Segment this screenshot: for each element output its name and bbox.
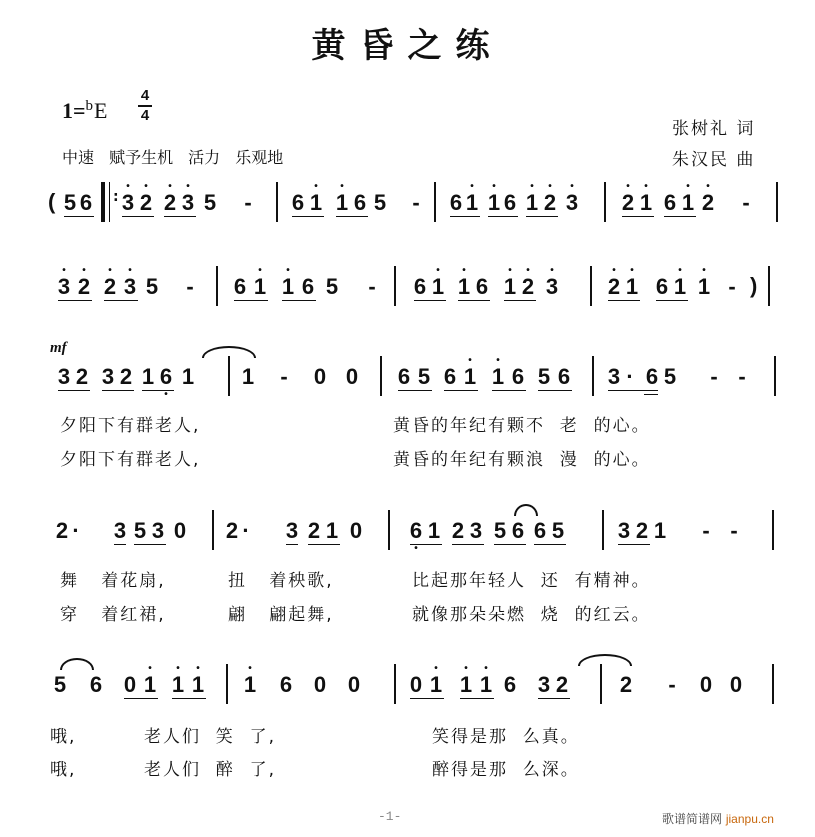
barline (604, 182, 606, 222)
note: 3 (617, 518, 631, 543)
note: 6 (291, 190, 305, 215)
beam (644, 394, 658, 395)
beam (526, 216, 558, 217)
note: 2 • (77, 265, 91, 299)
note: 3 (151, 518, 165, 543)
note: 1 (325, 518, 339, 543)
lyric-line: 老人们 笑 了, (144, 727, 277, 747)
note: 1 • (479, 663, 493, 697)
note: 6 (663, 190, 677, 215)
dot: · (72, 518, 80, 543)
beam (58, 390, 90, 391)
open-paren: ( (48, 189, 56, 214)
note: 6 (449, 190, 463, 215)
note: 6 (89, 672, 103, 697)
lyric-line: 扭 着秧歌, (228, 571, 334, 591)
note: 5 (417, 364, 431, 389)
dash: - (702, 518, 710, 543)
beam (492, 390, 526, 391)
beam (124, 698, 158, 699)
lyric-line: 哦, (50, 727, 77, 747)
dash: - (244, 190, 252, 215)
music-system-3 (44, 356, 784, 400)
beam (504, 300, 536, 301)
dash: - (738, 364, 746, 389)
note: 3 (469, 518, 483, 543)
note: 3 • (545, 265, 559, 299)
dash: - (412, 190, 420, 215)
watermark-cn: 歌谱简谱网 (662, 812, 723, 826)
beam (444, 390, 478, 391)
lyric-line: 笑得是那 么真。 (432, 727, 580, 747)
key-signature (62, 98, 108, 124)
beam (494, 544, 526, 545)
note: 5 (373, 190, 387, 215)
note: 1 • (309, 181, 323, 215)
note: 5 (663, 364, 677, 389)
beam (234, 300, 268, 301)
lyric-line: 舞 着花扇, (60, 571, 166, 591)
note: 1 • (491, 355, 505, 389)
dash: - (668, 672, 676, 697)
note: 1 (653, 518, 667, 543)
lyric-line: 夕阳下有群老人, (60, 450, 201, 470)
barline (772, 510, 774, 550)
barline (388, 510, 390, 550)
barline (226, 664, 228, 704)
barline (434, 182, 436, 222)
rest: 0 (123, 672, 137, 697)
beam (336, 216, 368, 217)
note: 6 (557, 364, 571, 389)
note: 2 (225, 518, 239, 543)
note: 3 (101, 364, 115, 389)
barline (592, 356, 594, 396)
lyric-line: 穿 着红裙, (60, 605, 166, 625)
beam (286, 544, 298, 545)
note: 3 • (181, 181, 195, 215)
lyric-line: 哦, (50, 760, 77, 780)
lyric-line: 夕阳下有群老人, (60, 416, 201, 436)
note: 1 • (335, 181, 349, 215)
beam (142, 390, 174, 391)
beam (534, 544, 566, 545)
note: 3 • (565, 181, 579, 215)
note: 1 • (625, 265, 639, 299)
beam (64, 216, 94, 217)
note: 1 • (281, 265, 295, 299)
note: 1 • (143, 663, 157, 697)
beam (458, 300, 490, 301)
note: 5 (63, 190, 77, 215)
tempo-marking: 中速 赋予生机 活力 乐观地 (62, 148, 284, 167)
dot: · (242, 518, 250, 543)
note: 1 (427, 518, 441, 543)
barline (774, 356, 776, 396)
note: 6 (503, 190, 517, 215)
barline (380, 356, 382, 396)
time-top: 4 (140, 87, 150, 104)
barline (776, 182, 778, 222)
beam (104, 300, 138, 301)
note: 2 (619, 672, 633, 697)
beam (134, 544, 166, 545)
barline (600, 664, 602, 704)
lyric-line: 黄昏的年纪有颗不 老 的心。 (393, 416, 651, 436)
note: 3 (607, 364, 621, 389)
note: 6 (279, 672, 293, 697)
dash: - (728, 274, 736, 299)
dynamic-mf: mf (50, 340, 67, 356)
lyric-line: 老人们 醉 了, (144, 760, 277, 780)
note: 1 (241, 364, 255, 389)
note: 5 (551, 518, 565, 543)
note: 2 (451, 518, 465, 543)
note: 1 • (253, 265, 267, 299)
key-prefix: 1= (62, 98, 86, 123)
beam (398, 390, 432, 391)
note: 6 (511, 518, 525, 543)
note: 1 (181, 364, 195, 389)
note: 6 • (159, 364, 173, 400)
lyric-line: 比起那年轻人 还 有精神。 (412, 571, 651, 591)
note: 1 • (639, 181, 653, 215)
barline (276, 182, 278, 222)
note: 1 • (465, 181, 479, 215)
beam (608, 300, 640, 301)
beam (622, 216, 654, 217)
note: 5 (537, 364, 551, 389)
beam (122, 216, 154, 217)
note: 5 (133, 518, 147, 543)
note: 1 • (431, 265, 445, 299)
note: 2 • (139, 181, 153, 215)
beam (488, 216, 518, 217)
lyric-line: 黄昏的年纪有颗浪 漫 的心。 (393, 450, 651, 470)
note: 6 (301, 274, 315, 299)
music-system-1 (44, 182, 784, 226)
beam (608, 390, 658, 391)
dash: - (368, 274, 376, 299)
repeat-dots: : (113, 189, 119, 205)
note: 2 (635, 518, 649, 543)
rest: 0 (173, 518, 187, 543)
note: 6 (413, 274, 427, 299)
rest: 0 (699, 672, 713, 697)
rest: 0 (347, 672, 361, 697)
rest: 0 (729, 672, 743, 697)
note: 6 (655, 274, 669, 299)
note: 2 • (607, 265, 621, 299)
watermark-site: jianpu.cn (725, 812, 774, 826)
barline (768, 266, 770, 306)
dash: - (710, 364, 718, 389)
note: 2 • (163, 181, 177, 215)
lyric-line: 就像那朵朵燃 烧 的红云。 (412, 605, 651, 625)
note: 3 (285, 518, 299, 543)
note: 6 (79, 190, 93, 215)
note: 1 • (697, 265, 711, 299)
beam (450, 216, 480, 217)
note: 2 • (521, 265, 535, 299)
note: 1 • (459, 663, 473, 697)
note: 1 • (457, 265, 471, 299)
music-system-4 (44, 510, 784, 554)
beam (538, 698, 570, 699)
note: 2 • (621, 181, 635, 215)
note: 6 (397, 364, 411, 389)
note: 3 (57, 364, 71, 389)
note: 5 (145, 274, 159, 299)
rest: 0 (345, 364, 359, 389)
close-paren: ) (750, 273, 758, 298)
key-note: E (94, 98, 108, 123)
lyricist-credit: 张树礼 词 (672, 119, 756, 139)
note: 6 (511, 364, 525, 389)
note: 2 (119, 364, 133, 389)
beam (292, 216, 324, 217)
note: 1 (141, 364, 155, 389)
note: 1 • (681, 181, 695, 215)
barline (772, 664, 774, 704)
note: 2 • (701, 181, 715, 215)
rest: 0 (313, 364, 327, 389)
note: 1 • (487, 181, 501, 215)
note: 5 (325, 274, 339, 299)
note: 5 (493, 518, 507, 543)
beam (114, 544, 126, 545)
note: 3 • (123, 265, 137, 299)
note: 1 • (429, 663, 443, 697)
note: 2 • (103, 265, 117, 299)
beam (164, 216, 196, 217)
note: 6 (443, 364, 457, 389)
beam (410, 698, 444, 699)
beam (452, 544, 484, 545)
note: 3 (537, 672, 551, 697)
music-system-2 (44, 266, 784, 310)
note: 1 • (191, 663, 205, 697)
beam (414, 300, 446, 301)
note: 3 • (57, 265, 71, 299)
watermark (662, 810, 774, 827)
beam (58, 300, 92, 301)
lyric-line: 翩 翩起舞, (228, 605, 334, 625)
song-title: 黄昏之练 (311, 26, 504, 66)
note: 6 (233, 274, 247, 299)
note: 5 (203, 190, 217, 215)
note: 2 (555, 672, 569, 697)
time-signature (138, 88, 152, 124)
note: 2 (75, 364, 89, 389)
note: 1 • (171, 663, 185, 697)
dash: - (280, 364, 288, 389)
dash: - (186, 274, 194, 299)
tie (60, 658, 94, 670)
lyric-line: 醉得是那 么深。 (432, 760, 580, 780)
dot: · (626, 364, 634, 389)
tie (514, 504, 538, 516)
beam (618, 544, 650, 545)
beam (538, 390, 572, 391)
note: 2 (55, 518, 69, 543)
barline (212, 510, 214, 550)
time-bottom: 4 (140, 107, 150, 124)
music-system-5 (44, 664, 784, 708)
dash: - (730, 518, 738, 543)
note: 6 • (409, 518, 423, 554)
beam (460, 698, 494, 699)
note: 1 • (525, 181, 539, 215)
barline (228, 356, 230, 396)
note: 6 (503, 672, 517, 697)
barline (394, 664, 396, 704)
beam (102, 390, 134, 391)
beam (308, 544, 340, 545)
rest: 0 (349, 518, 363, 543)
tie (578, 654, 632, 666)
dash: - (742, 190, 750, 215)
page-number: -1- (378, 809, 402, 824)
rest: 0 (313, 672, 327, 697)
barline (590, 266, 592, 306)
composer-credit: 朱汉民 曲 (672, 150, 756, 170)
beam (172, 698, 206, 699)
note: 6 (533, 518, 547, 543)
flat-sign-icon: b (85, 98, 94, 114)
note: 6 (475, 274, 489, 299)
rest: 0 (409, 672, 423, 697)
note: 3 (113, 518, 127, 543)
beam (282, 300, 316, 301)
note: 3 • (121, 181, 135, 215)
barline (602, 510, 604, 550)
note: 5 (53, 672, 67, 697)
repeat-barline (101, 182, 110, 222)
note: 6 (353, 190, 367, 215)
beam (410, 544, 442, 545)
barline (216, 266, 218, 306)
note: 1 • (503, 265, 517, 299)
note: 1 • (243, 663, 257, 697)
note: 1 • (673, 265, 687, 299)
note: 2 • (543, 181, 557, 215)
note: 2 (307, 518, 321, 543)
beam (656, 300, 688, 301)
note: 1 • (463, 355, 477, 389)
beam (664, 216, 696, 217)
barline (394, 266, 396, 306)
note: 6 (645, 364, 659, 389)
